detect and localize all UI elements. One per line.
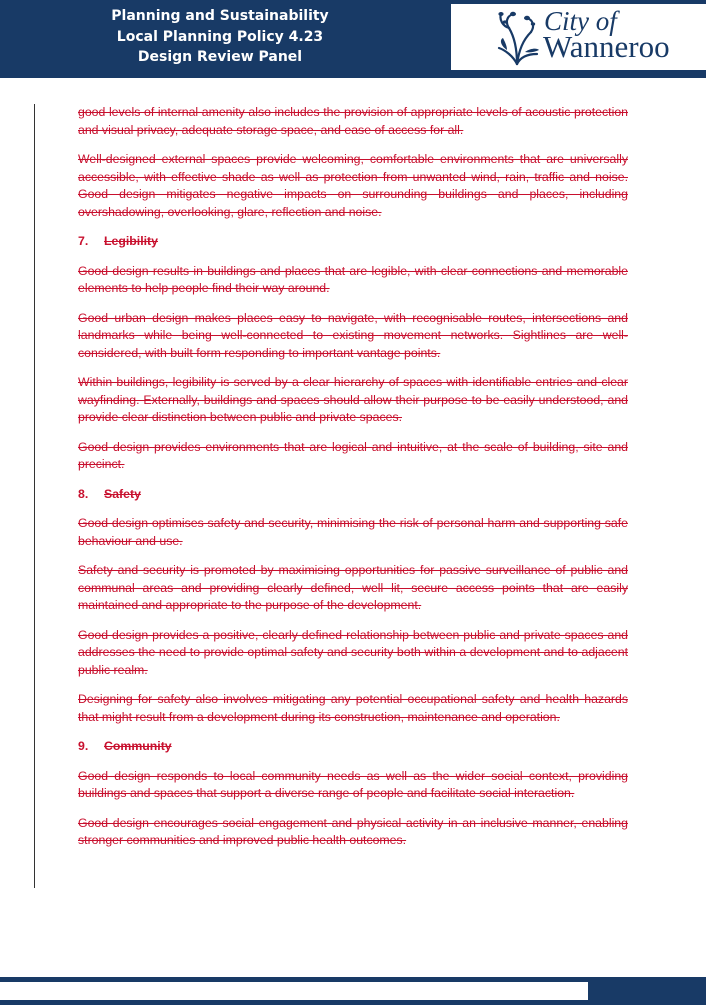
paragraph: Safety and security is promoted by maximising opportunities for passive surveillance of public and communal areas and providing clearly defined, well lit, secure access points that are easily maintained and appropriate to the purpose of the development.	[78, 563, 628, 612]
section-title: Safety	[104, 486, 141, 501]
paragraph: Good urban design makes places easy to navigate, with recognisable routes, intersections and landmarks while being well-connected to existing movement networks. Sightlines are well-considered, with built form responding to important vantage points.	[78, 310, 628, 360]
title-line-department: Planning and Sustainability	[111, 8, 329, 24]
paragraph: Within buildings, legibility is served by a clear hierarchy of spaces with identifiable entries and clear wayfinding. Externally, buildings and spaces should allow their purpose to be easily understood, and provide clear distinction between public and private spaces.	[78, 375, 628, 424]
header-bar	[0, 0, 706, 78]
paragraph: Good design encourages social engagement and physical activity in an inclusive manner, enabling stronger communities and improved public health outcomes.	[78, 815, 628, 847]
paragraph: Good design provides environments that are logical and intuitive, at the scale of building, site and precinct.	[78, 439, 628, 471]
paragraph: Good design optimises safety and security, minimising the risk of personal harm and supporting safe behaviour and use.	[78, 516, 628, 548]
document-body	[78, 104, 628, 862]
section-title: Community	[104, 739, 172, 753]
paragraph: Designing for safety also involves mitigating any potential occupational safety and health hazards that might result from a development during its construction, maintenance and operation.	[78, 692, 628, 724]
section-title: Legibility	[104, 234, 158, 248]
section-number: 8.	[78, 486, 89, 501]
logo-wordmark	[543, 8, 670, 62]
paragraph: Good design provides a positive, clearly defined relationship between public and private spaces and addresses the need to provide optimal safety and security both within a development and to adjacent public realm.	[78, 627, 628, 677]
title-line-panel: Design Review Panel	[137, 49, 303, 65]
paragraph: good levels of internal amenity also includes the provision of appropriate levels of acoustic protection and visual privacy, adequate storage space, and ease of access for all.	[78, 105, 628, 137]
city-logo	[451, 4, 706, 70]
paragraph: Well-designed external spaces provide welcoming, comfortable environments that are universally accessible, with effective shade as well as protection from unwanted wind, rain, traffic and noise. Good design mitigates negative impacts on surrounding buildings and places, including overshadowing, overlooking, glare, reflection and noise.	[78, 152, 628, 219]
logo-line-city-of: City of	[544, 6, 617, 36]
logo-line-wanneroo: Wanneroo	[543, 29, 670, 64]
kangaroo-paw-icon	[495, 10, 541, 66]
section-number: 7.	[78, 234, 89, 248]
revision-change-bar	[34, 104, 35, 888]
section-number: 9.	[78, 739, 89, 753]
section-heading-community	[78, 738, 628, 756]
paragraph: Good design results in buildings and places that are legible, with clear connections and memorable elements to help people find their way around.	[78, 263, 628, 295]
title-line-policy: Local Planning Policy 4.23	[116, 28, 324, 45]
document-title	[0, 6, 440, 68]
section-heading-legibility	[78, 233, 628, 251]
paragraph: Good design responds to local community needs as well as the wider social context, providing buildings and spaces that support a diverse range of people and facilitate social interaction.	[78, 768, 628, 800]
footer-inset	[0, 982, 588, 1000]
section-heading-safety	[78, 486, 628, 504]
